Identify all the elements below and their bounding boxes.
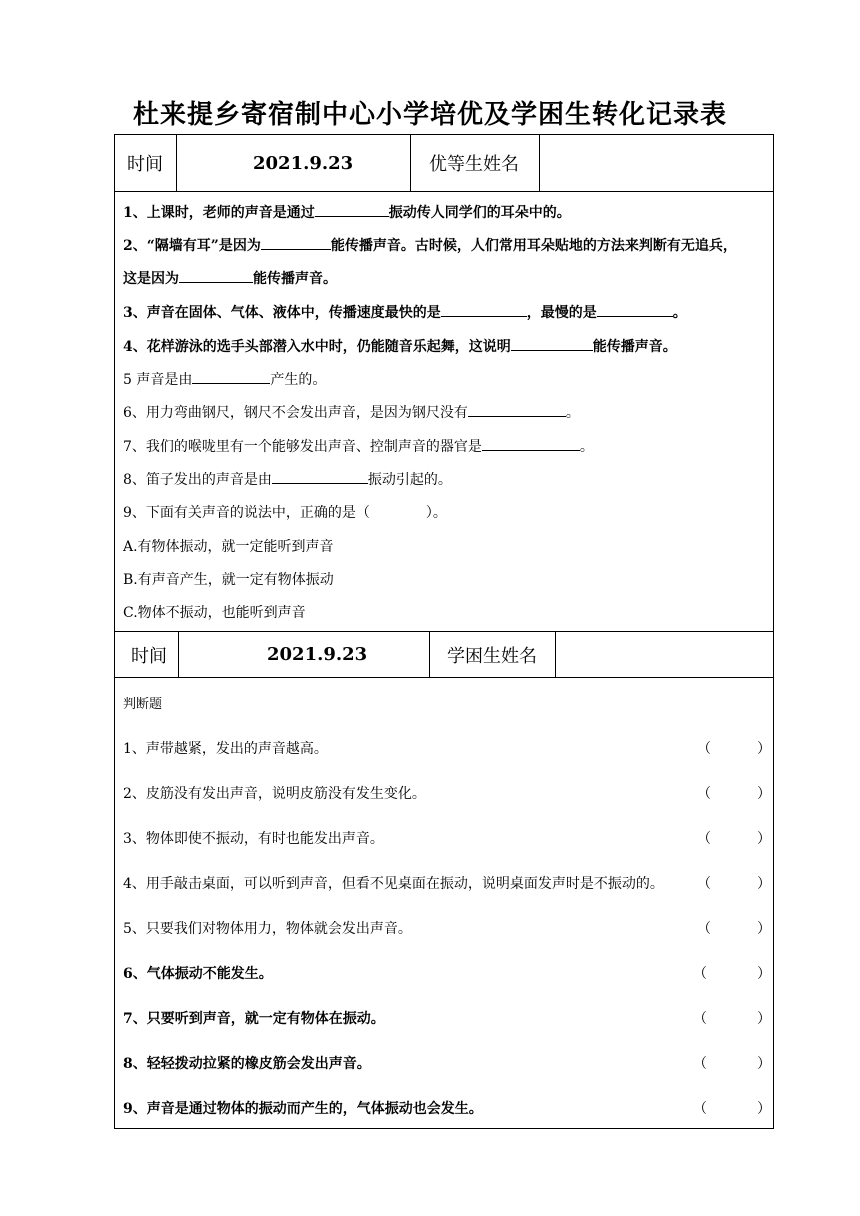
question-2-cont: 这是因为 能传播声音。: [123, 268, 337, 288]
question-8: 8、笛子发出的声音是由 振动引起的。: [123, 469, 452, 489]
question-5: 5 声音是由 产生的。: [123, 369, 326, 389]
answer-paren-close: ）: [757, 741, 771, 757]
question-9: 9、下面有关声音的说法中，正确的是（ ）。: [123, 505, 447, 521]
option-a: A.有物体振动，就一定能听到声音: [123, 539, 334, 555]
answer-paren-open[interactable]: （: [697, 876, 711, 892]
gifted-name-label: 优等生姓名: [429, 154, 519, 175]
judgment-text: 8、轻轻拨动拉紧的橡皮筋会发出声音。: [123, 1056, 371, 1072]
answer-paren-open[interactable]: （: [697, 921, 711, 937]
answer-blank[interactable]: [482, 436, 580, 451]
answer-paren-close: ）: [757, 1011, 771, 1027]
date-value: 2021.9.23: [267, 644, 368, 665]
answer-paren-open[interactable]: （: [693, 966, 707, 982]
answer-paren-close: ）: [757, 1101, 771, 1117]
answer-blank[interactable]: [261, 235, 331, 250]
gifted-header-row: [115, 135, 773, 192]
time-label: 时间: [131, 645, 167, 667]
answer-paren-open[interactable]: （: [697, 831, 711, 847]
answer-paren-close: ）: [757, 831, 771, 847]
question-3: 3、声音在固体、气体、液体中，传播速度最快的是 ，最慢的是 。: [123, 302, 687, 322]
judgment-text: 7、只要听到声音，就一定有物体在振动。: [123, 1011, 385, 1027]
question-6: 6、用力弯曲钢尺，钢尺不会发出声音，是因为钢尺没有 。: [123, 402, 580, 422]
question-4: 4、花样游泳的选手头部潜入水中时，仍能随音乐起舞，这说明 能传播声音。: [123, 336, 677, 356]
question-1: 1、上课时，老师的声音是通过 振动传人同学们的耳朵中的。: [123, 202, 571, 222]
answer-paren-open[interactable]: （: [693, 1011, 707, 1027]
option-c: C.物体不振动，也能听到声音: [123, 605, 306, 621]
divider: [429, 632, 430, 677]
struggling-name-label: 学困生姓名: [447, 645, 537, 667]
answer-blank[interactable]: [272, 469, 368, 484]
gifted-questions: [115, 192, 773, 632]
judgment-text: 1、声带越紧，发出的声音越高。: [123, 741, 328, 757]
struggling-name-field[interactable]: [556, 632, 775, 677]
divider: [410, 135, 411, 191]
divider: [176, 135, 177, 191]
section-heading: 判断题: [123, 697, 163, 712]
date-value: 2021.9.23: [253, 152, 354, 174]
gifted-name-field[interactable]: [540, 135, 775, 191]
answer-blank[interactable]: [441, 302, 527, 317]
answer-blank[interactable]: [315, 202, 389, 217]
answer-paren-close: ）: [757, 921, 771, 937]
page-title: 杜来提乡寄宿制中心小学培优及学困生转化记录表: [132, 100, 727, 130]
divider: [178, 632, 179, 677]
question-7: 7、我们的喉咙里有一个能够发出声音、控制声音的器官是 。: [123, 436, 594, 456]
judgment-text: 6、气体振动不能发生。: [123, 966, 273, 982]
judgment-text: 9、声音是通过物体的振动而产生的，气体振动也会发生。: [123, 1101, 483, 1117]
answer-blank[interactable]: [511, 336, 593, 351]
judgment-text: 3、物体即使不振动，有时也能发出声音。: [123, 831, 384, 847]
answer-paren-close: ）: [757, 876, 771, 892]
answer-blank[interactable]: [179, 268, 253, 283]
answer-blank[interactable]: [468, 402, 566, 417]
time-label: 时间: [127, 154, 163, 175]
answer-paren-open[interactable]: （: [693, 1101, 707, 1117]
answer-blank[interactable]: [192, 369, 270, 384]
record-table: [114, 134, 774, 1129]
question-2: 2、“隔墙有耳”是因为 能传播声音。古时候，人们常用耳朵贴地的方法来判断有无追兵，: [123, 235, 737, 255]
answer-paren-close: ）: [757, 1056, 771, 1072]
answer-paren-open[interactable]: （: [697, 741, 711, 757]
answer-paren-close: ）: [757, 786, 771, 802]
judgment-text: 5、只要我们对物体用力，物体就会发出声音。: [123, 921, 412, 937]
answer-paren-close: ）: [757, 966, 771, 982]
answer-paren-open[interactable]: （: [697, 786, 711, 802]
struggling-header-row: [115, 632, 773, 678]
option-b: B.有声音产生，就一定有物体振动: [123, 572, 334, 588]
judgment-text: 4、用手敲击桌面，可以听到声音，但看不见桌面在振动，说明桌面发声时是不振动的。: [123, 876, 664, 892]
true-false-section: [115, 678, 773, 1128]
answer-paren-open[interactable]: （: [693, 1056, 707, 1072]
judgment-text: 2、皮筋没有发出声音，说明皮筋没有发生变化。: [123, 786, 426, 802]
answer-blank[interactable]: [597, 302, 673, 317]
